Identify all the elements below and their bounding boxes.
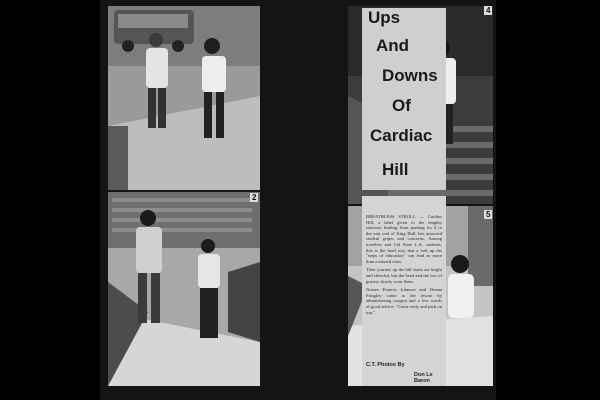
photo-walkers-path	[108, 6, 260, 190]
photo-credit-name: Don Le Baron	[414, 372, 433, 384]
photo-number-4: 4	[486, 6, 491, 15]
headline-line-1: Ups	[368, 8, 401, 27]
article-column	[362, 196, 446, 386]
photo-stairs-pair	[108, 192, 260, 386]
newspaper-page	[100, 0, 496, 400]
photo-credit-label: C.T. Photos By	[366, 362, 405, 368]
article-paragraph: BREATHLESS STROLL — Cardiac Hill, a label given to the lengthy stairway leading from parking lot 4 to the east end of King Hall, has attracted student gripes and concerns. Among travelers and Cal State L.A. students, this is the hard way that a trek up the "steps of education" can lead to more than a missed class.	[366, 214, 442, 264]
headline-line-3: Downs	[382, 66, 438, 85]
article-body	[366, 214, 442, 318]
headline-line-6: Hill	[382, 160, 409, 179]
photo-number-5: 5	[486, 210, 491, 219]
headline-block	[362, 8, 446, 190]
headline-line-5: Cardiac	[370, 126, 433, 145]
article-paragraph: Their journey up the hill starts out bright and cheerful, but the head and the law of gravity slowly wear them.	[366, 267, 442, 284]
photo-number-2: 2	[252, 193, 257, 202]
headline-line-4: Of	[392, 96, 411, 115]
article-paragraph: Nurses Frances Johnson and Donna Fringley come to the rescue by administering oxygen and a few words of good advice: "Come early and park on top."	[366, 287, 442, 315]
headline-line-2: And	[376, 36, 410, 55]
